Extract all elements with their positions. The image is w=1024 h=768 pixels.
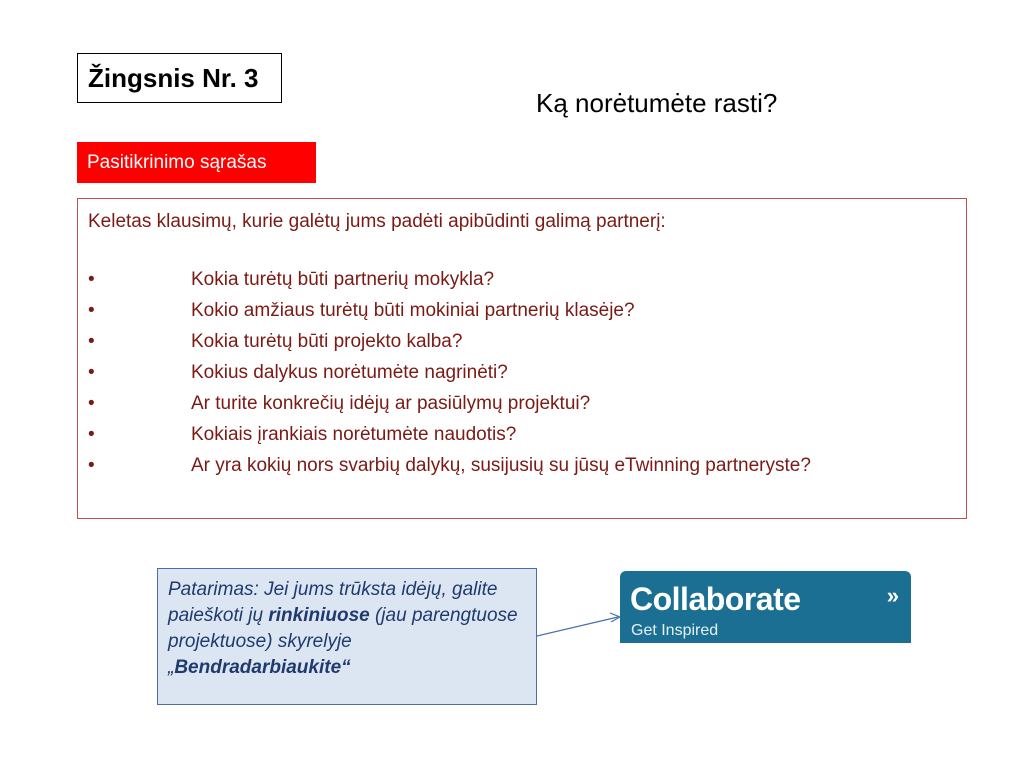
list-item-text: Kokia turėtų būti partnerių mokykla?: [191, 269, 495, 290]
bullet-icon: •: [88, 331, 95, 352]
tip-bold-collaborate: Bendradarbiaukite“: [174, 657, 351, 678]
list-item-text: Kokiais įrankiais norėtumėte naudotis?: [191, 424, 517, 445]
list-item-text: Ar turite konkrečių idėjų ar pasiūlymų projektui?: [191, 393, 591, 414]
collaborate-title: Collaborate: [630, 581, 801, 617]
tip-text-2: (jau parengtuose projektuose) skyrelyje „: [168, 605, 518, 678]
collaborate-subtitle: Get Inspired: [631, 622, 719, 639]
double-chevron-icon: »: [886, 583, 899, 608]
tip-bold-collections: rinkiniuose: [268, 605, 370, 626]
checklist-tag: Pasitikrinimo sąrašas: [77, 142, 316, 183]
bullet-icon: •: [88, 424, 95, 445]
page-question: Ką norėtumėte rasti?: [536, 88, 778, 118]
question-intro: Keletas klausimų, kurie galėtų jums padėti apibūdinti galimą partnerį:: [88, 211, 666, 232]
list-item-text: Kokius dalykus norėtumėte nagrinėti?: [191, 362, 508, 383]
arrow-line: [537, 617, 618, 636]
step-title: Žingsnis Nr. 3: [77, 53, 282, 103]
bullet-icon: •: [88, 362, 95, 383]
list-item-text: Kokio amžiaus turėtų būti mokiniai partnerių klasėje?: [191, 300, 635, 321]
collaborate-banner[interactable]: [620, 571, 911, 643]
bullet-icon: •: [88, 455, 95, 476]
bullet-icon: •: [88, 300, 95, 321]
tip-text-1: Patarimas: Jei jums trūksta idėjų, galite paieškoti jų: [168, 579, 498, 626]
list-item-text: Kokia turėtų būti projekto kalba?: [191, 331, 463, 352]
list-item-text: Ar yra kokių nors svarbių dalykų, susijusių su jūsų eTwinning partneryste?: [191, 455, 811, 476]
bullet-icon: •: [88, 269, 95, 290]
bullet-icon: •: [88, 393, 95, 414]
